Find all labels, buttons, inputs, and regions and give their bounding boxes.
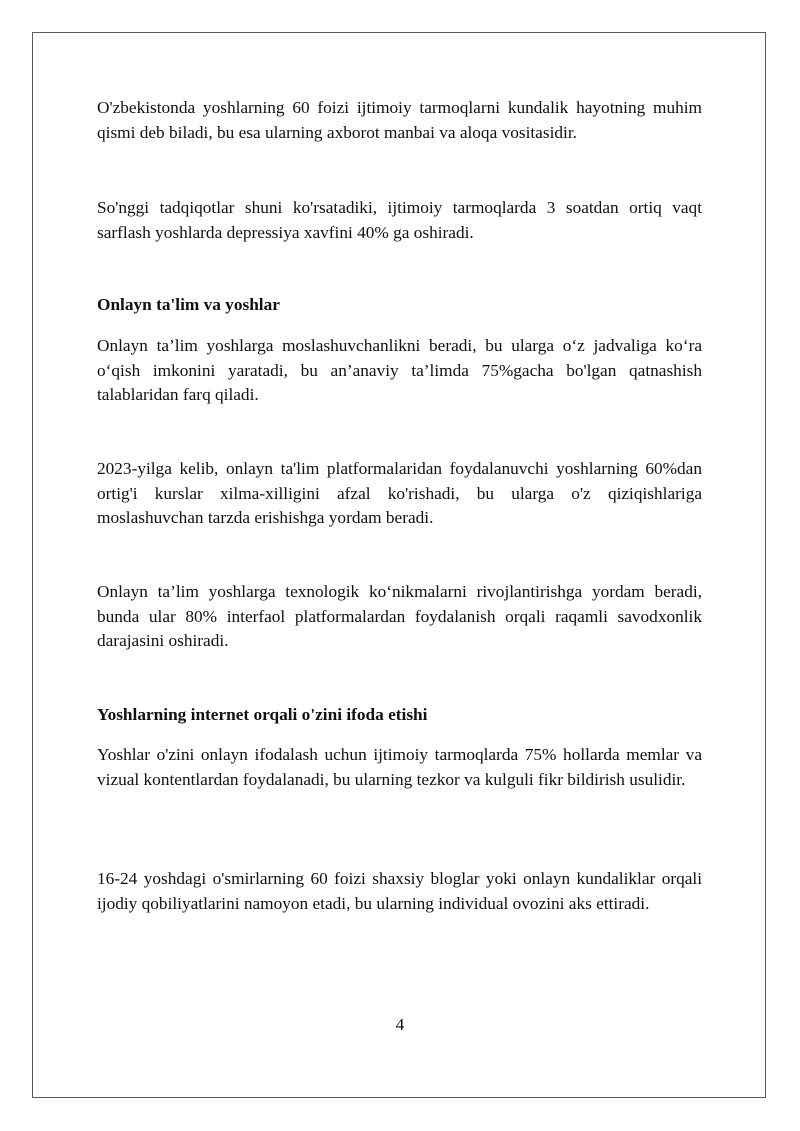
heading-self-expression: Yoshlarning internet orqali o'zini ifoda etishi xyxy=(97,705,428,724)
paragraph-social-media-usage: O'zbekistonda yoshlarning 60 foizi ijtimoiy tarmoqlarni kundalik hayotning muhim qismi deb biladi, bu esa ularning axborot manbai va aloqa vositasidir. xyxy=(97,98,702,142)
paragraph-course-variety: 2023-yilga kelib, onlayn ta'lim platformalaridan foydalanuvchi yoshlarning 60%dan ortig'i kurslar xilma-xilligini afzal ko'rishadi, bu ularga o'z qiziqishlariga moslashuvchan tarzda erishishga yordam beradi. xyxy=(97,459,702,527)
paragraph-memes-visual-content: Yoshlar o'zini onlayn ifodalash uchun ijtimoiy tarmoqlarda 75% hollarda memlar va vizual kontentlardan foydalanadi, bu ularning tezkor va kulguli fikr bildirish usulidir. xyxy=(97,745,702,789)
paragraph-depression-risk: So'nggi tadqiqotlar shuni ko'rsatadiki, ijtimoiy tarmoqlarda 3 soatdan ortiq vaqt sarflash yoshlarda depressiya xavfini 40% ga oshiradi. xyxy=(97,198,702,242)
paragraph-blogs-creativity: 16-24 yoshdagi o'smirlarning 60 foizi shaxsiy bloglar yoki onlayn kundaliklar orqali ijodiy qobiliyatlarini namoyon etadi, bu ularning individual ovozini aks ettiradi. xyxy=(97,869,702,913)
paragraph-online-flexibility: Onlayn ta’lim yoshlarga moslashuvchanlikni beradi, bu ularga o‘z jadvaliga ko‘ra o‘qish imkonini yaratadi, bu an’anaviy ta’limda 75%gacha bo'lgan qatnashish talablaridan farq qiladi. xyxy=(97,336,702,404)
paragraph-digital-literacy: Onlayn ta’lim yoshlarga texnologik ko‘nikmalarni rivojlantirishga yordam beradi, bunda ular 80% interfaol platformalardan foydalanish orqali raqamli savodxonlik darajasini oshiradi. xyxy=(97,582,702,650)
page-number: 4 xyxy=(395,1015,405,1034)
heading-online-education: Onlayn ta'lim va yoshlar xyxy=(97,295,280,314)
page-border xyxy=(32,32,766,1098)
